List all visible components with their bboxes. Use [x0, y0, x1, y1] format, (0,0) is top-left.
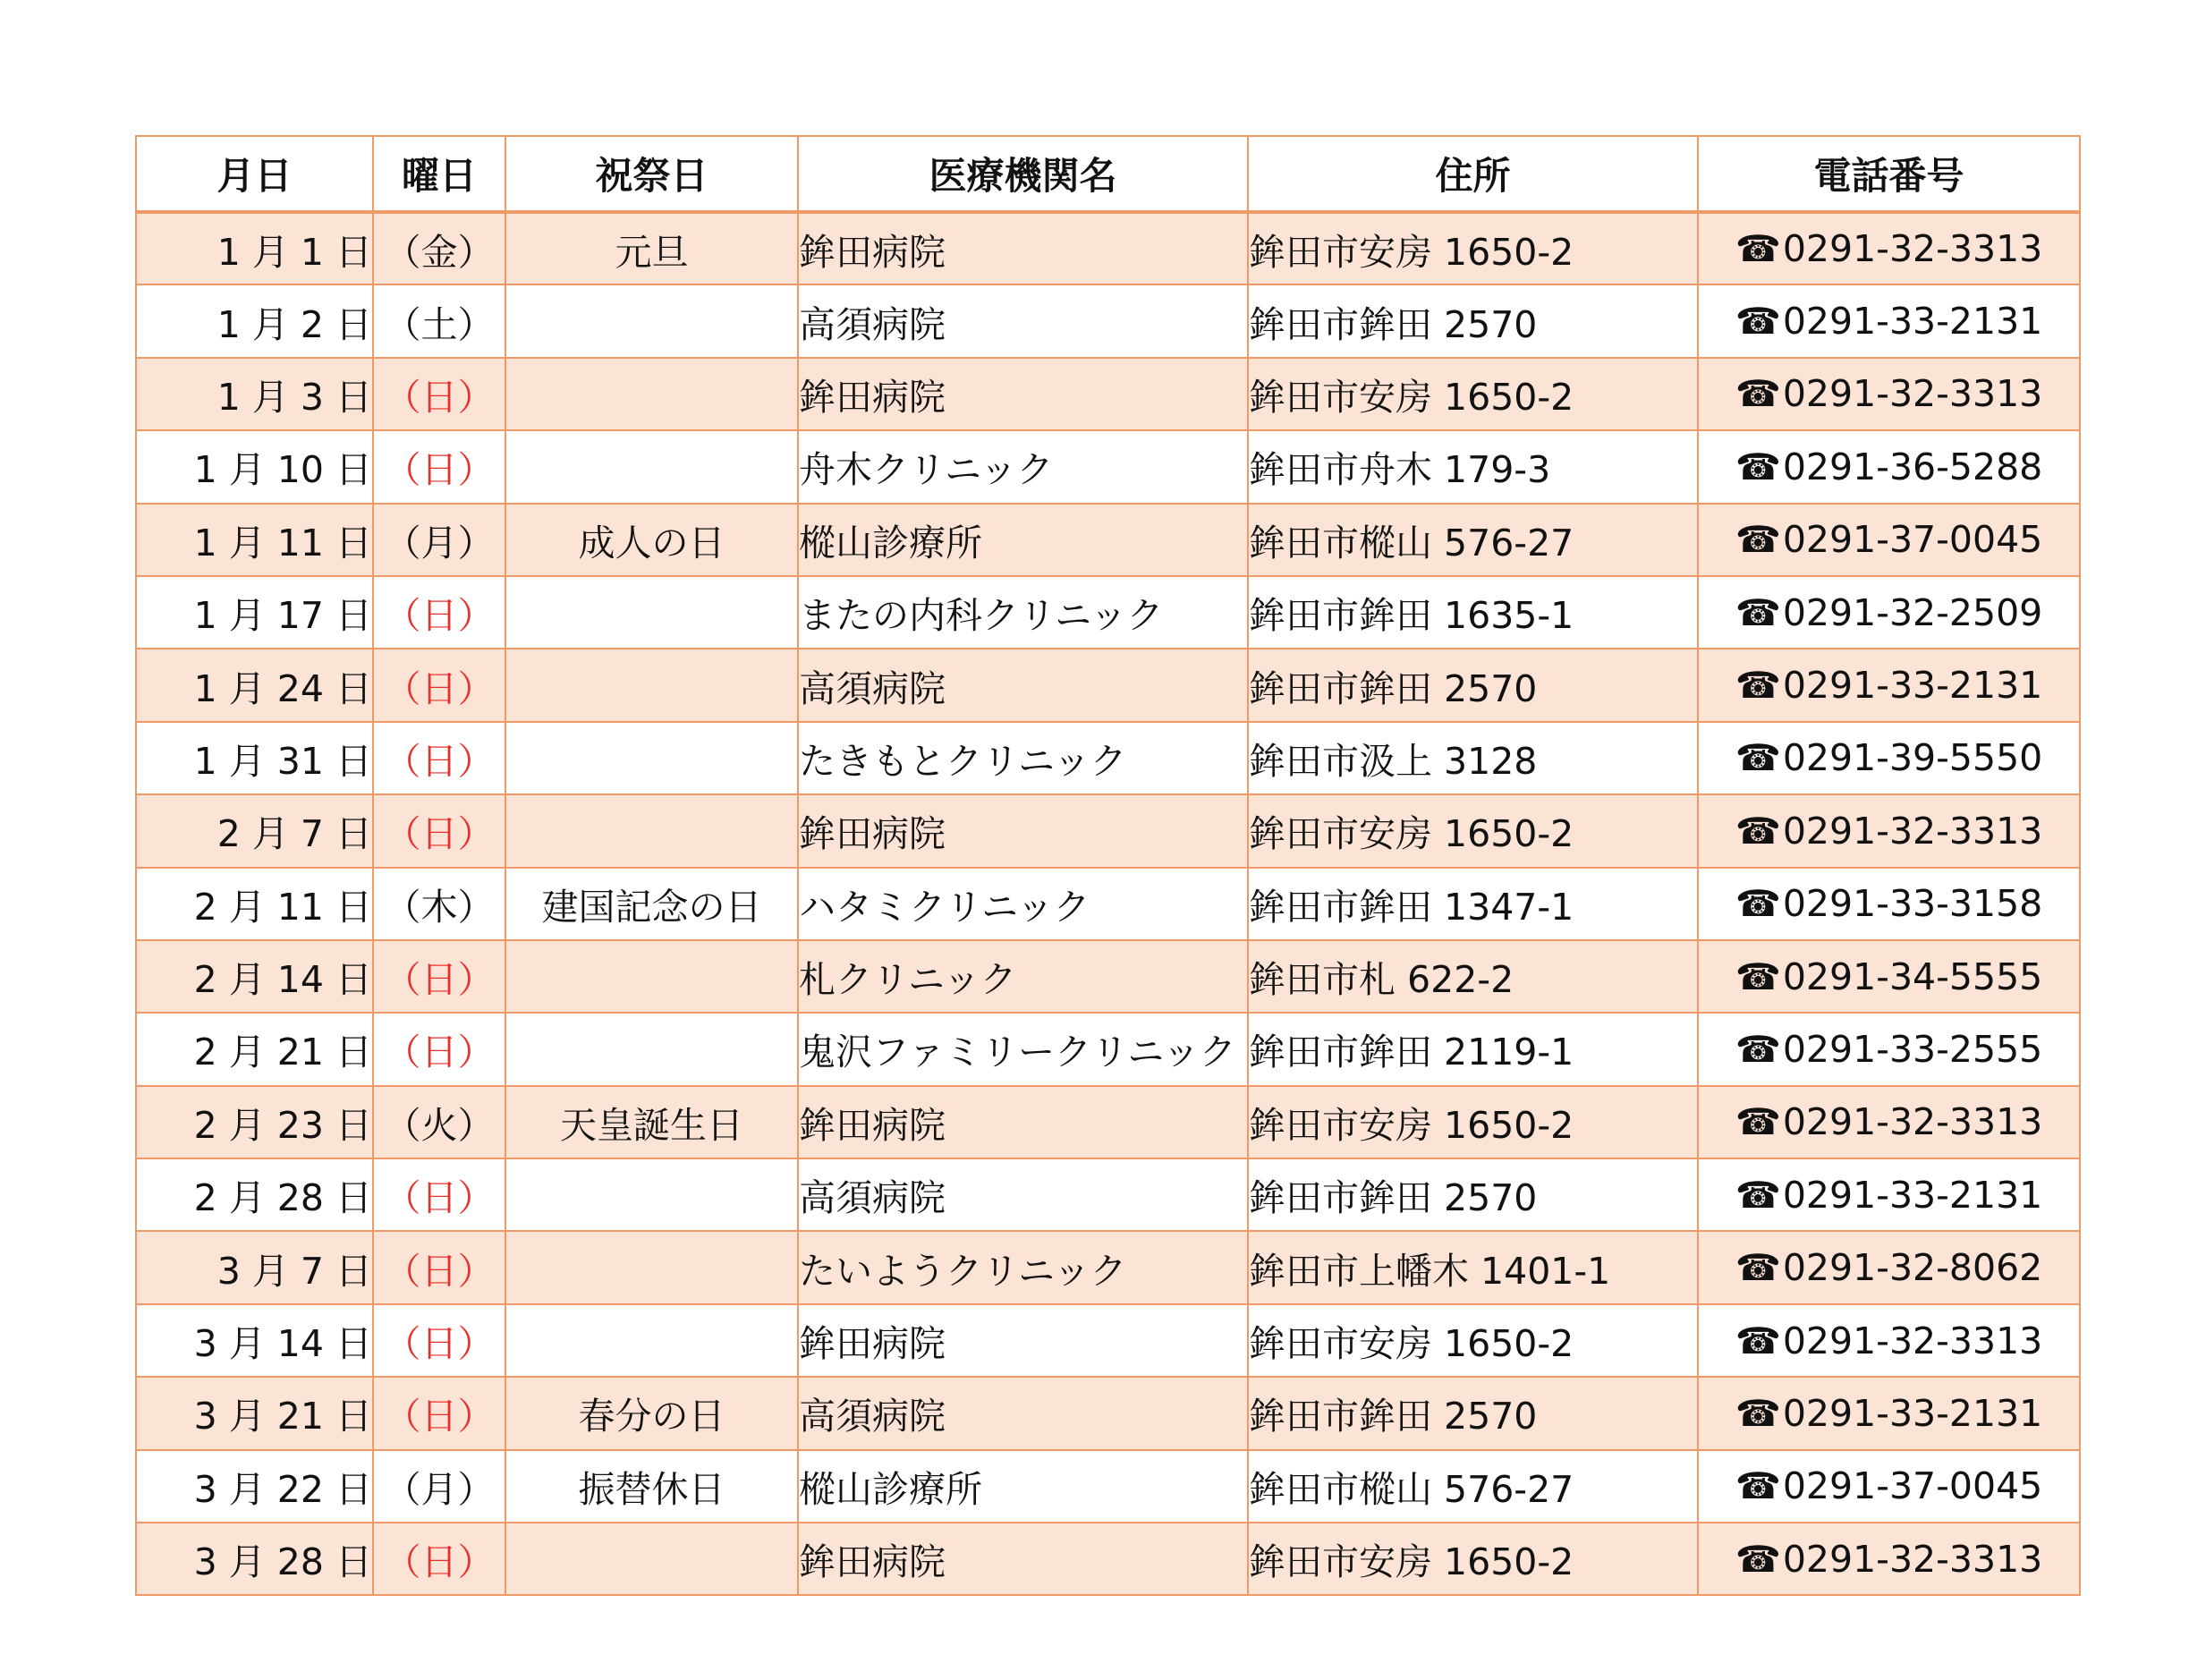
- date-cell: 3 月 22 日: [136, 1450, 373, 1523]
- phone-cell: [1698, 722, 2080, 794]
- telephone-icon: ☎: [1735, 1537, 1781, 1581]
- phone-number: 0291-33-2131: [1782, 1173, 2043, 1217]
- table-row: [136, 576, 2080, 649]
- phone-number: 0291-34-5555: [1782, 955, 2043, 998]
- phone-cell: [1698, 1086, 2080, 1158]
- address-cell: 鉾田市鉾田 2119-1: [1248, 1013, 1698, 1085]
- telephone-icon: ☎: [1735, 736, 1781, 780]
- day-of-week-cell: （日）: [373, 1377, 505, 1449]
- date-cell: 2 月 23 日: [136, 1086, 373, 1158]
- date-cell: 1 月 1 日: [136, 212, 373, 284]
- phone-cell: [1698, 1158, 2080, 1231]
- telephone-icon: ☎: [1735, 1100, 1781, 1144]
- phone-number: 0291-33-2131: [1782, 300, 2043, 344]
- date-cell: 2 月 14 日: [136, 940, 373, 1013]
- day-of-week-cell: （日）: [373, 1523, 505, 1595]
- day-of-week-cell: （土）: [373, 284, 505, 357]
- date-cell: 1 月 2 日: [136, 284, 373, 357]
- telephone-icon: ☎: [1735, 664, 1781, 708]
- table-body: [136, 212, 2080, 1595]
- table-row: [136, 1013, 2080, 1085]
- phone-number: 0291-36-5288: [1782, 445, 2043, 488]
- day-of-week-cell: （日）: [373, 358, 505, 430]
- header-holiday: 祝祭日: [505, 136, 798, 212]
- day-of-week-cell: （日）: [373, 1158, 505, 1231]
- holiday-cell: 春分の日: [505, 1377, 798, 1449]
- day-of-week-cell: （日）: [373, 430, 505, 503]
- address-cell: 鉾田市安房 1650-2: [1248, 794, 1698, 867]
- holiday-cell: [505, 576, 798, 649]
- table-row: [136, 504, 2080, 576]
- telephone-icon: ☎: [1735, 590, 1781, 634]
- phone-cell: [1698, 284, 2080, 357]
- telephone-icon: ☎: [1735, 445, 1781, 488]
- phone-number: 0291-32-8062: [1782, 1246, 2043, 1290]
- date-cell: 2 月 28 日: [136, 1158, 373, 1231]
- date-cell: 3 月 7 日: [136, 1231, 373, 1303]
- phone-cell: [1698, 1377, 2080, 1449]
- clinic-name-cell: 高須病院: [798, 1158, 1248, 1231]
- phone-cell: [1698, 1304, 2080, 1377]
- date-cell: 1 月 31 日: [136, 722, 373, 794]
- phone-cell: [1698, 868, 2080, 940]
- table-header: [136, 136, 2080, 212]
- phone-cell: [1698, 1013, 2080, 1085]
- table-row: [136, 1086, 2080, 1158]
- telephone-icon: ☎: [1735, 518, 1781, 562]
- header-address: 住所: [1248, 136, 1698, 212]
- address-cell: 鉾田市安房 1650-2: [1248, 1086, 1698, 1158]
- phone-number: 0291-37-0045: [1782, 518, 2043, 562]
- phone-number: 0291-32-3313: [1782, 809, 2043, 853]
- telephone-icon: ☎: [1735, 227, 1781, 271]
- phone-cell: [1698, 649, 2080, 721]
- holiday-cell: [505, 358, 798, 430]
- telephone-icon: ☎: [1735, 1173, 1781, 1217]
- table-row: [136, 1523, 2080, 1595]
- date-cell: 3 月 21 日: [136, 1377, 373, 1449]
- phone-number: 0291-32-3313: [1782, 227, 2043, 271]
- date-cell: 3 月 14 日: [136, 1304, 373, 1377]
- address-cell: 鉾田市鉾田 2570: [1248, 284, 1698, 357]
- clinic-name-cell: ハタミクリニック: [798, 868, 1248, 940]
- table-row: [136, 722, 2080, 794]
- day-of-week-cell: （日）: [373, 1304, 505, 1377]
- telephone-icon: ☎: [1735, 1391, 1781, 1435]
- clinic-name-cell: 鉾田病院: [798, 212, 1248, 284]
- clinic-name-cell: 鉾田病院: [798, 794, 1248, 867]
- table-row: [136, 868, 2080, 940]
- day-of-week-cell: （日）: [373, 576, 505, 649]
- address-cell: 鉾田市安房 1650-2: [1248, 358, 1698, 430]
- day-of-week-cell: （日）: [373, 722, 505, 794]
- header-date: 月日: [136, 136, 373, 212]
- address-cell: 鉾田市札 622-2: [1248, 940, 1698, 1013]
- table-row: [136, 940, 2080, 1013]
- holiday-cell: 建国記念の日: [505, 868, 798, 940]
- date-cell: 1 月 17 日: [136, 576, 373, 649]
- table-row: [136, 430, 2080, 503]
- clinic-name-cell: 札クリニック: [798, 940, 1248, 1013]
- phone-cell: [1698, 430, 2080, 503]
- phone-number: 0291-32-2509: [1782, 590, 2043, 634]
- holiday-cell: [505, 284, 798, 357]
- clinic-name-cell: たいようクリニック: [798, 1231, 1248, 1303]
- clinic-name-cell: 樅山診療所: [798, 1450, 1248, 1523]
- phone-cell: [1698, 1523, 2080, 1595]
- table-row: [136, 1377, 2080, 1449]
- day-of-week-cell: （日）: [373, 794, 505, 867]
- header-day-of-week: 曜日: [373, 136, 505, 212]
- date-cell: 3 月 28 日: [136, 1523, 373, 1595]
- telephone-icon: ☎: [1735, 1027, 1781, 1071]
- day-of-week-cell: （日）: [373, 940, 505, 1013]
- table-row: [136, 649, 2080, 721]
- clinic-name-cell: 樅山診療所: [798, 504, 1248, 576]
- phone-number: 0291-32-3313: [1782, 372, 2043, 416]
- telephone-icon: ☎: [1735, 882, 1781, 926]
- header-clinic-name: 医療機関名: [798, 136, 1248, 212]
- table-row: [136, 1304, 2080, 1377]
- date-cell: 2 月 7 日: [136, 794, 373, 867]
- holiday-cell: 元旦: [505, 212, 798, 284]
- holiday-cell: [505, 649, 798, 721]
- telephone-icon: ☎: [1735, 809, 1781, 853]
- phone-number: 0291-39-5550: [1782, 736, 2043, 780]
- phone-number: 0291-33-2131: [1782, 664, 2043, 708]
- holiday-cell: 天皇誕生日: [505, 1086, 798, 1158]
- holiday-cell: [505, 722, 798, 794]
- phone-number: 0291-37-0045: [1782, 1464, 2043, 1508]
- clinic-name-cell: またの内科クリニック: [798, 576, 1248, 649]
- phone-cell: [1698, 358, 2080, 430]
- address-cell: 鉾田市鉾田 2570: [1248, 1158, 1698, 1231]
- holiday-cell: [505, 1013, 798, 1085]
- phone-number: 0291-33-3158: [1782, 882, 2043, 926]
- clinic-name-cell: 鉾田病院: [798, 358, 1248, 430]
- holiday-cell: [505, 794, 798, 867]
- phone-cell: [1698, 576, 2080, 649]
- day-of-week-cell: （木）: [373, 868, 505, 940]
- address-cell: 鉾田市鉾田 1347-1: [1248, 868, 1698, 940]
- day-of-week-cell: （金）: [373, 212, 505, 284]
- address-cell: 鉾田市汲上 3128: [1248, 722, 1698, 794]
- date-cell: 2 月 11 日: [136, 868, 373, 940]
- phone-cell: [1698, 794, 2080, 867]
- clinic-name-cell: 鉾田病院: [798, 1523, 1248, 1595]
- phone-cell: [1698, 940, 2080, 1013]
- table-row: [136, 1231, 2080, 1303]
- clinic-name-cell: たきもとクリニック: [798, 722, 1248, 794]
- holiday-clinic-schedule-table: [135, 135, 2081, 1596]
- date-cell: 1 月 11 日: [136, 504, 373, 576]
- clinic-name-cell: 鉾田病院: [798, 1086, 1248, 1158]
- phone-cell: [1698, 1450, 2080, 1523]
- clinic-name-cell: 高須病院: [798, 1377, 1248, 1449]
- address-cell: 鉾田市上幡木 1401-1: [1248, 1231, 1698, 1303]
- holiday-cell: [505, 1523, 798, 1595]
- day-of-week-cell: （月）: [373, 1450, 505, 1523]
- phone-cell: [1698, 1231, 2080, 1303]
- address-cell: 鉾田市樅山 576-27: [1248, 1450, 1698, 1523]
- holiday-cell: 振替休日: [505, 1450, 798, 1523]
- clinic-name-cell: 舟木クリニック: [798, 430, 1248, 503]
- telephone-icon: ☎: [1735, 1464, 1781, 1508]
- date-cell: 1 月 3 日: [136, 358, 373, 430]
- telephone-icon: ☎: [1735, 372, 1781, 416]
- date-cell: 2 月 21 日: [136, 1013, 373, 1085]
- address-cell: 鉾田市鉾田 2570: [1248, 649, 1698, 721]
- phone-number: 0291-32-3313: [1782, 1100, 2043, 1144]
- telephone-icon: ☎: [1735, 955, 1781, 998]
- holiday-cell: [505, 1304, 798, 1377]
- telephone-icon: ☎: [1735, 300, 1781, 344]
- phone-cell: [1698, 504, 2080, 576]
- address-cell: 鉾田市鉾田 2570: [1248, 1377, 1698, 1449]
- header-row: [136, 136, 2080, 212]
- day-of-week-cell: （日）: [373, 649, 505, 721]
- phone-number: 0291-32-3313: [1782, 1319, 2043, 1362]
- clinic-name-cell: 鬼沢ファミリークリニック: [798, 1013, 1248, 1085]
- clinic-name-cell: 高須病院: [798, 284, 1248, 357]
- day-of-week-cell: （火）: [373, 1086, 505, 1158]
- address-cell: 鉾田市安房 1650-2: [1248, 212, 1698, 284]
- phone-number: 0291-33-2555: [1782, 1027, 2043, 1071]
- phone-number: 0291-33-2131: [1782, 1391, 2043, 1435]
- clinic-name-cell: 高須病院: [798, 649, 1248, 721]
- address-cell: 鉾田市鉾田 1635-1: [1248, 576, 1698, 649]
- address-cell: 鉾田市安房 1650-2: [1248, 1304, 1698, 1377]
- table-row: [136, 1158, 2080, 1231]
- telephone-icon: ☎: [1735, 1319, 1781, 1362]
- telephone-icon: ☎: [1735, 1246, 1781, 1290]
- day-of-week-cell: （日）: [373, 1013, 505, 1085]
- date-cell: 1 月 10 日: [136, 430, 373, 503]
- clinic-name-cell: 鉾田病院: [798, 1304, 1248, 1377]
- holiday-cell: [505, 430, 798, 503]
- holiday-cell: [505, 1231, 798, 1303]
- table-row: [136, 358, 2080, 430]
- header-phone: 電話番号: [1698, 136, 2080, 212]
- phone-number: 0291-32-3313: [1782, 1537, 2043, 1581]
- day-of-week-cell: （月）: [373, 504, 505, 576]
- day-of-week-cell: （日）: [373, 1231, 505, 1303]
- table-row: [136, 284, 2080, 357]
- table-row: [136, 794, 2080, 867]
- holiday-cell: [505, 940, 798, 1013]
- table-row: [136, 212, 2080, 284]
- table-row: [136, 1450, 2080, 1523]
- date-cell: 1 月 24 日: [136, 649, 373, 721]
- holiday-cell: 成人の日: [505, 504, 798, 576]
- address-cell: 鉾田市安房 1650-2: [1248, 1523, 1698, 1595]
- address-cell: 鉾田市樅山 576-27: [1248, 504, 1698, 576]
- holiday-cell: [505, 1158, 798, 1231]
- address-cell: 鉾田市舟木 179-3: [1248, 430, 1698, 503]
- phone-cell: [1698, 212, 2080, 284]
